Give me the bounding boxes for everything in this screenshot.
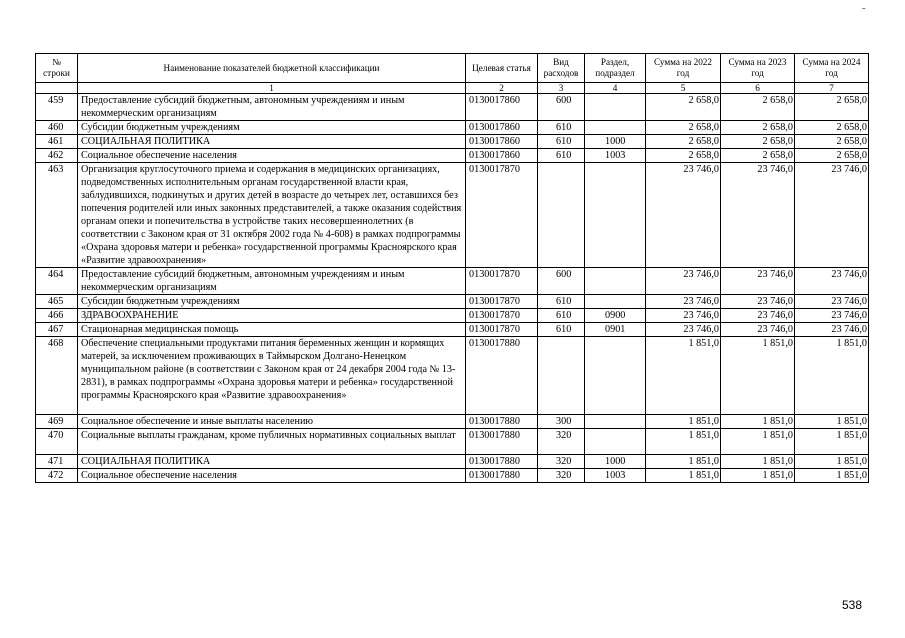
header-indicator-name: Наименование показателей бюджетной классификации — [78, 54, 466, 83]
sum-2023: 1 851,0 — [721, 415, 795, 429]
sum-2023: 1 851,0 — [721, 337, 795, 415]
expense-type-code: 320 — [538, 429, 585, 455]
indicator-name: Субсидии бюджетным учреждениям — [78, 121, 466, 135]
target-item-code: 0130017860 — [466, 149, 538, 163]
sum-2023: 1 851,0 — [721, 429, 795, 455]
header-sum-2023: Сумма на 2023 год — [721, 54, 795, 83]
expense-type-code: 610 — [538, 309, 585, 323]
indicator-name: ЗДРАВООХРАНЕНИЕ — [78, 309, 466, 323]
target-item-code: 0130017880 — [466, 337, 538, 415]
sum-2024: 23 746,0 — [795, 268, 869, 295]
column-index-row — [36, 83, 869, 94]
sum-2022: 2 658,0 — [646, 149, 721, 163]
sum-2023: 23 746,0 — [721, 323, 795, 337]
row-number: 469 — [36, 415, 78, 429]
indicator-name: Предоставление субсидий бюджетным, автономным учреждениям и иным некоммерческим организациям — [78, 94, 466, 121]
expense-type-code: 320 — [538, 469, 585, 483]
sum-2022: 2 658,0 — [646, 135, 721, 149]
expense-type-code: 610 — [538, 149, 585, 163]
sum-2023: 2 658,0 — [721, 135, 795, 149]
expense-type-code: 300 — [538, 415, 585, 429]
sum-2022: 1 851,0 — [646, 429, 721, 455]
sum-2023: 2 658,0 — [721, 121, 795, 135]
row-number: 471 — [36, 455, 78, 469]
row-number: 465 — [36, 295, 78, 309]
expense-type-code: 610 — [538, 323, 585, 337]
header-section: Раздел, подраздел — [585, 54, 646, 83]
sum-2022: 1 851,0 — [646, 455, 721, 469]
sum-2022: 23 746,0 — [646, 323, 721, 337]
sum-2024: 23 746,0 — [795, 295, 869, 309]
expense-type-code: 600 — [538, 94, 585, 121]
column-index: 3 — [538, 83, 585, 94]
expense-type-code: 320 — [538, 455, 585, 469]
indicator-name: СОЦИАЛЬНАЯ ПОЛИТИКА — [78, 455, 466, 469]
target-item-code: 0130017870 — [466, 309, 538, 323]
section-code: 1003 — [585, 149, 646, 163]
indicator-name: Социальные выплаты гражданам, кроме публичных нормативных социальных выплат — [78, 429, 466, 455]
sum-2022: 2 658,0 — [646, 94, 721, 121]
sum-2022: 23 746,0 — [646, 268, 721, 295]
target-item-code: 0130017880 — [466, 415, 538, 429]
row-number: 460 — [36, 121, 78, 135]
expense-type-code: 610 — [538, 135, 585, 149]
section-code — [585, 295, 646, 309]
table-row — [36, 469, 869, 483]
expense-type-code: 610 — [538, 295, 585, 309]
row-number: 472 — [36, 469, 78, 483]
sum-2024: 2 658,0 — [795, 149, 869, 163]
section-code: 1000 — [585, 455, 646, 469]
column-index: 5 — [646, 83, 721, 94]
header-row — [36, 54, 869, 83]
indicator-name: Субсидии бюджетным учреждениям — [78, 295, 466, 309]
sum-2022: 1 851,0 — [646, 469, 721, 483]
sum-2024: 1 851,0 — [795, 469, 869, 483]
section-code: 1000 — [585, 135, 646, 149]
header-row-number: № строки — [36, 54, 78, 83]
indicator-name: Социальное обеспечение населения — [78, 149, 466, 163]
expense-type-code — [538, 337, 585, 415]
row-number: 464 — [36, 268, 78, 295]
target-item-code: 0130017870 — [466, 268, 538, 295]
table-row — [36, 94, 869, 121]
row-number: 459 — [36, 94, 78, 121]
sum-2022: 23 746,0 — [646, 309, 721, 323]
target-item-code: 0130017860 — [466, 94, 538, 121]
header-expense-type: Вид расходов — [538, 54, 585, 83]
table-row — [36, 149, 869, 163]
table-row — [36, 455, 869, 469]
table-row — [36, 121, 869, 135]
column-index: 4 — [585, 83, 646, 94]
sum-2023: 2 658,0 — [721, 94, 795, 121]
section-code: 0900 — [585, 309, 646, 323]
section-code — [585, 337, 646, 415]
sum-2023: 1 851,0 — [721, 455, 795, 469]
sum-2023: 1 851,0 — [721, 469, 795, 483]
target-item-code: 0130017870 — [466, 295, 538, 309]
section-code — [585, 94, 646, 121]
target-item-code: 0130017880 — [466, 429, 538, 455]
table-row — [36, 295, 869, 309]
sum-2023: 2 658,0 — [721, 149, 795, 163]
row-number: 467 — [36, 323, 78, 337]
expense-type-code — [538, 163, 585, 268]
row-number: 462 — [36, 149, 78, 163]
column-index — [36, 83, 78, 94]
sum-2024: 1 851,0 — [795, 455, 869, 469]
target-item-code: 0130017880 — [466, 469, 538, 483]
sum-2024: 23 746,0 — [795, 309, 869, 323]
indicator-name: Стационарная медицинская помощь — [78, 323, 466, 337]
section-code — [585, 163, 646, 268]
section-code: 1003 — [585, 469, 646, 483]
target-item-code: 0130017870 — [466, 163, 538, 268]
row-number: 466 — [36, 309, 78, 323]
sum-2024: 2 658,0 — [795, 94, 869, 121]
sum-2024: 1 851,0 — [795, 337, 869, 415]
header-sum-2022: Сумма на 2022 год — [646, 54, 721, 83]
table-row — [36, 268, 869, 295]
expense-type-code: 610 — [538, 121, 585, 135]
target-item-code: 0130017880 — [466, 455, 538, 469]
header-sum-2024: Сумма на 2024 год — [795, 54, 869, 83]
indicator-name: Социальное обеспечение и иные выплаты населению — [78, 415, 466, 429]
sum-2022: 23 746,0 — [646, 163, 721, 268]
section-code — [585, 121, 646, 135]
table-row — [36, 135, 869, 149]
column-index: 1 — [78, 83, 466, 94]
table-row — [36, 337, 869, 415]
sum-2022: 1 851,0 — [646, 415, 721, 429]
row-number: 461 — [36, 135, 78, 149]
sum-2024: 2 658,0 — [795, 121, 869, 135]
sum-2023: 23 746,0 — [721, 268, 795, 295]
sum-2023: 23 746,0 — [721, 163, 795, 268]
column-index: 6 — [721, 83, 795, 94]
target-item-code: 0130017860 — [466, 135, 538, 149]
section-code — [585, 268, 646, 295]
table-row — [36, 429, 869, 455]
corner-mark: - — [862, 2, 866, 14]
indicator-name: Организация круглосуточного приема и содержания в медицинских организациях, подведомственных исполнительным органам государственной власти края, заблудившихся, подкинутых и других детей в возрасте до четырех лет, оставшихся без попечения родителей или иных законных представителей, а также оказания содействия органам опеки и попечительства в устройстве таких несовершеннолетних (в соответствии с Законом края от 31 октября 2002 года № 4-608) в рамках подпрограммы «Охрана здоровья матери и ребенка» государственной программы Красноярского края «Развитие здравоохранения» — [78, 163, 466, 268]
sum-2024: 23 746,0 — [795, 163, 869, 268]
sum-2024: 23 746,0 — [795, 323, 869, 337]
header-target-item: Целевая статья — [466, 54, 538, 83]
row-number: 463 — [36, 163, 78, 268]
sum-2022: 2 658,0 — [646, 121, 721, 135]
sum-2024: 2 658,0 — [795, 135, 869, 149]
table-body — [36, 94, 869, 483]
target-item-code: 0130017870 — [466, 323, 538, 337]
column-index: 2 — [466, 83, 538, 94]
row-number: 468 — [36, 337, 78, 415]
indicator-name: СОЦИАЛЬНАЯ ПОЛИТИКА — [78, 135, 466, 149]
table-row — [36, 309, 869, 323]
sum-2024: 1 851,0 — [795, 415, 869, 429]
sum-2022: 1 851,0 — [646, 337, 721, 415]
indicator-name: Предоставление субсидий бюджетным, автономным учреждениям и иным некоммерческим организациям — [78, 268, 466, 295]
sum-2023: 23 746,0 — [721, 295, 795, 309]
indicator-name: Обеспечение специальными продуктами питания беременных женщин и кормящих матерей, за исключением проживающих в Таймырском Долгано-Ненецком муниципальном районе (в соответствии с Законом края от 24 декабря 2004 года № 13-2831), в рамках подпрограммы «Охрана здоровья матери и ребенка» государственной программы Красноярского края «Развитие здравоохранения» — [78, 337, 466, 415]
table-row — [36, 323, 869, 337]
target-item-code: 0130017860 — [466, 121, 538, 135]
column-index: 7 — [795, 83, 869, 94]
row-number: 470 — [36, 429, 78, 455]
expense-type-code: 600 — [538, 268, 585, 295]
section-code — [585, 429, 646, 455]
sum-2022: 23 746,0 — [646, 295, 721, 309]
sum-2024: 1 851,0 — [795, 429, 869, 455]
section-code — [585, 415, 646, 429]
budget-table — [35, 53, 869, 483]
indicator-name: Социальное обеспечение населения — [78, 469, 466, 483]
table-row — [36, 415, 869, 429]
section-code: 0901 — [585, 323, 646, 337]
table-row — [36, 163, 869, 268]
page-number: 538 — [842, 598, 863, 612]
sum-2023: 23 746,0 — [721, 309, 795, 323]
